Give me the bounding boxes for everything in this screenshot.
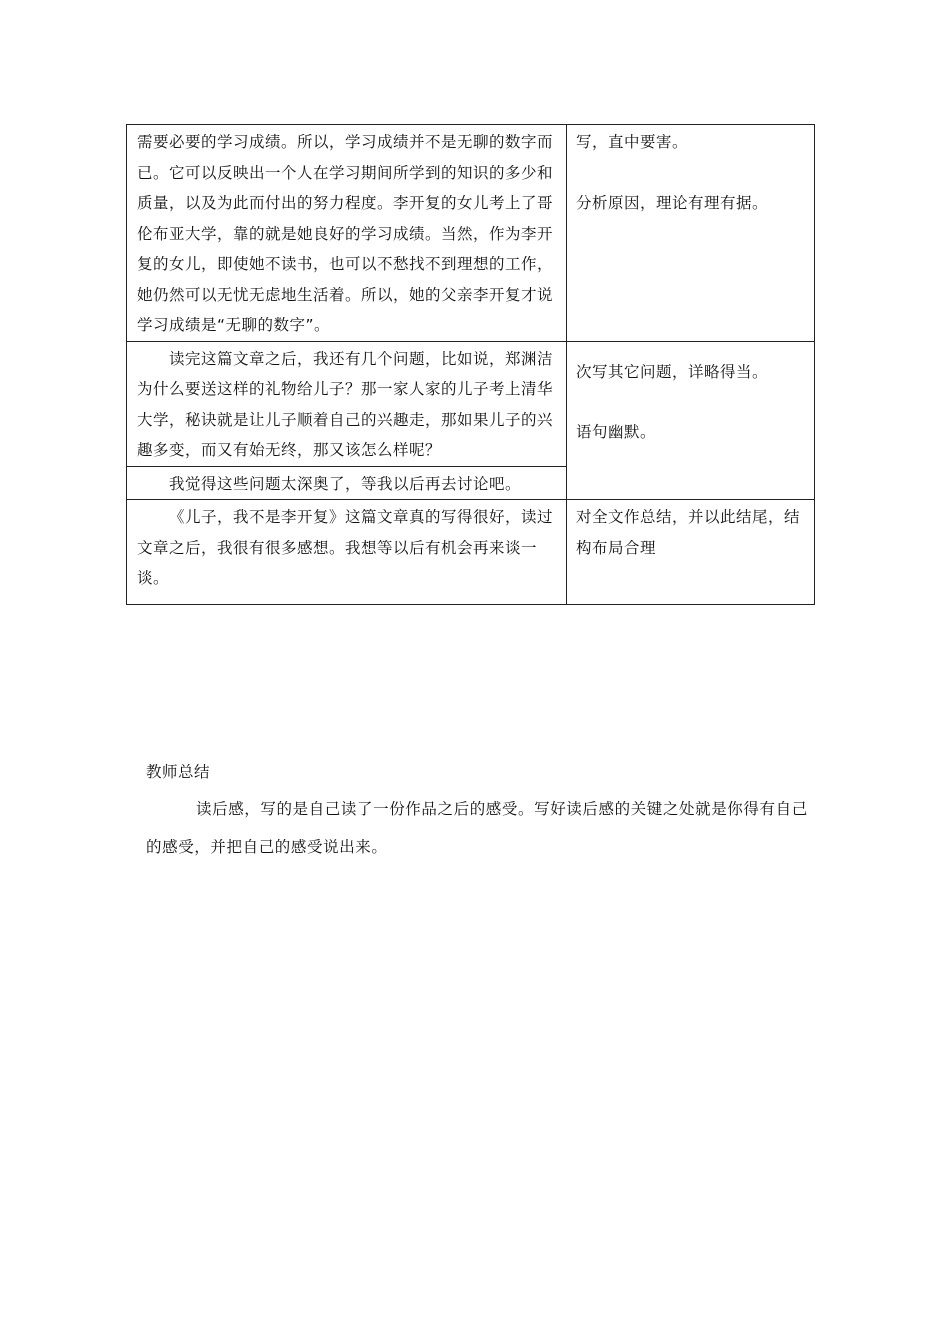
essay-paragraph-cell (127, 125, 566, 341)
summary-body: 读后感，写的是自己读了一份作品之后的感受。写好读后感的关键之处就是你得有自己的感受，并把自己的感受说出来。 (146, 800, 808, 856)
comment-text: 写，直中要害。 (576, 133, 689, 151)
comment-cell (567, 500, 814, 604)
essay-paragraph-cell (127, 342, 566, 466)
comment-cell (567, 125, 814, 341)
essay-paragraph: 读完这篇文章之后，我还有几个问题，比如说，郑渊洁为什么要送这样的礼物给儿子？那一家人家的儿子考上清华大学，秘诀就是让儿子顺着自己的兴趣走，那如果儿子的兴趣多变，而又有始无终，那又该怎么样呢？ (137, 349, 554, 459)
comment-text: 对全文作总结，并以此结尾，结构布局合理 (576, 508, 801, 557)
essay-cell (127, 342, 567, 500)
table-row (127, 341, 814, 500)
essay-paragraph: 需要必要的学习成绩。所以，学习成绩并不是无聊的数字而已。它可以反映出一个人在学习期间所学到的知识的多少和质量，以及为此而付出的努力程度。李开复的女儿考上了哥伦布亚大学，靠的就是她良好的学习成绩。当然，作为李开复的女儿，即使她不读书，也可以不愁找不到理想的工作，她仍然可以无忧无虑地生活着。所以，她的父亲李开复才说学习成绩是“无聊的数字”。 (137, 133, 554, 334)
essay-paragraph: 《儿子，我不是李开复》这篇文章真的写得很好，读过文章之后，我很有很多感想。我想等以后有机会再来谈一谈。 (137, 508, 554, 587)
commentary-table (126, 124, 815, 605)
comment-text: 语句幽默。 (576, 423, 657, 441)
essay-cell (127, 125, 567, 341)
table-row (127, 499, 814, 604)
essay-cell (127, 500, 567, 604)
essay-paragraph: 我觉得这些问题太深奥了，等我以后再去讨论吧。 (169, 474, 522, 493)
table-row (127, 125, 814, 341)
comment-text: 分析原因，理论有理有据。 (576, 193, 769, 212)
summary-title: 教师总结 (146, 763, 211, 781)
essay-paragraph-cell (127, 466, 566, 500)
comment-cell (567, 342, 814, 500)
comment-text: 次写其它问题，详略得当。 (576, 362, 769, 381)
essay-paragraph-cell (127, 500, 566, 604)
